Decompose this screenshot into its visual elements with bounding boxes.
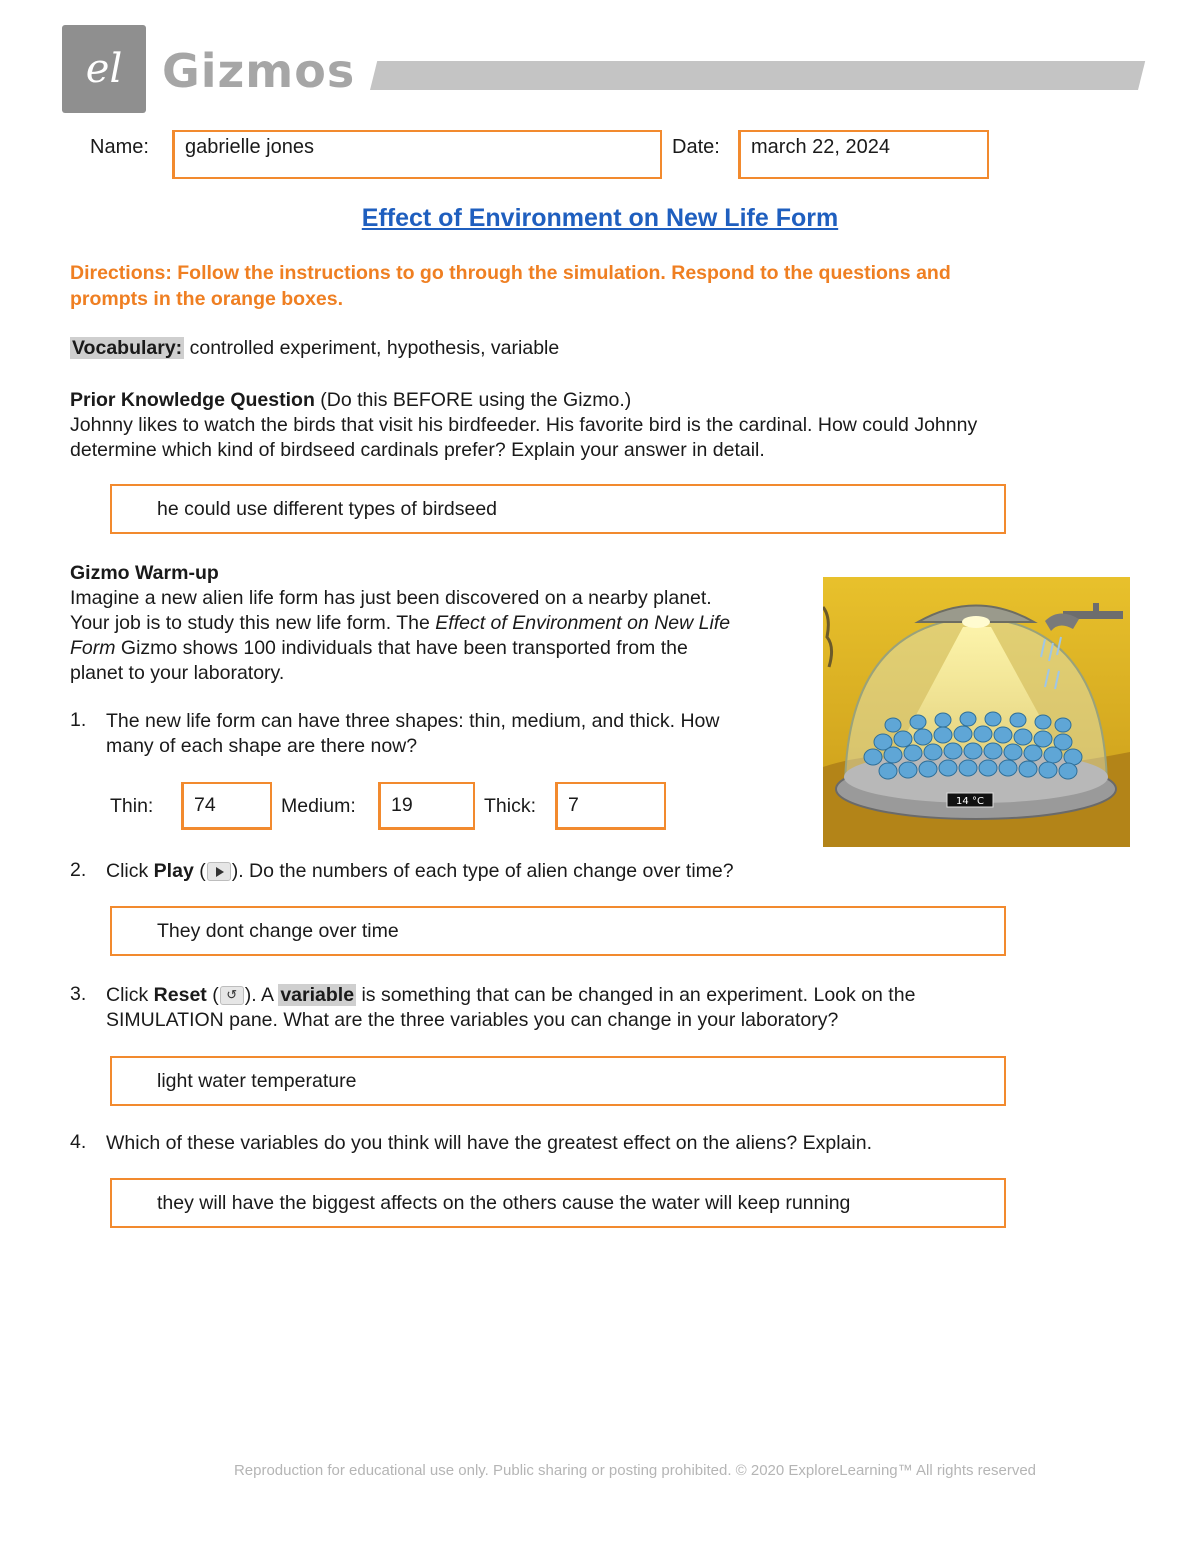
gizmo-name-italic-1: Effect of Environment on New Life: [435, 612, 731, 634]
warmup-line-3: Gizmo shows 100 individuals that have been transported from the: [115, 637, 688, 659]
warmup-heading: Gizmo Warm-up: [70, 562, 219, 584]
thick-count-field[interactable]: 7: [555, 782, 666, 830]
q1-number: 1.: [70, 709, 87, 731]
q3-number: 3.: [70, 983, 87, 1005]
reset-label: Reset: [153, 984, 207, 1006]
vocabulary: [70, 336, 559, 361]
q2-mid: (: [193, 860, 206, 882]
prior-knowledge-question: [70, 388, 1090, 463]
warmup-line-1: Imagine a new alien life form has just been discovered on a nearby planet.: [70, 587, 712, 609]
directions-line-2: prompts in the orange boxes.: [70, 288, 344, 310]
date-field[interactable]: march 22, 2024: [738, 130, 989, 179]
date-label: Date:: [672, 136, 720, 158]
gizmos-brand: Gizmos: [162, 44, 356, 98]
q3-line-2: SIMULATION pane. What are the three variables you can change in your laboratory?: [106, 1009, 839, 1031]
q1-text: [106, 709, 806, 759]
warmup-line-4: planet to your laboratory.: [70, 662, 285, 684]
q4-answer[interactable]: they will have the biggest affects on the others cause the water will keep running: [110, 1178, 1006, 1228]
q2-answer[interactable]: They dont change over time: [110, 906, 1006, 956]
simulation-image: [823, 577, 1130, 847]
prior-knowledge-line-2: determine which kind of birdseed cardinals prefer? Explain your answer in detail.: [70, 439, 765, 461]
thin-count-field[interactable]: 74: [181, 782, 272, 830]
play-icon: [207, 862, 231, 881]
q3-post-2: is something that can be changed in an experiment. Look on the: [356, 984, 916, 1006]
medium-count-field[interactable]: 19: [378, 782, 475, 830]
page-title: Effect of Environment on New Life Form: [361, 204, 839, 232]
q3-pre: Click: [106, 984, 154, 1006]
q2-pre: Click: [106, 860, 154, 882]
temperature-display: 14 °C: [956, 796, 984, 807]
vocabulary-terms: controlled experiment, hypothesis, variable: [184, 337, 560, 359]
q2-post: ). Do the numbers of each type of alien change over time?: [231, 860, 734, 882]
directions: [70, 260, 1080, 312]
name-label: Name:: [90, 136, 149, 158]
thick-label: Thick:: [484, 795, 537, 817]
q3-answer[interactable]: light water temperature: [110, 1056, 1006, 1106]
directions-line-1: Directions: Follow the instructions to go through the simulation. Respond to the questions and: [70, 262, 951, 284]
q3-text: [106, 983, 1026, 1033]
gizmo-name-italic-2: Form: [70, 637, 116, 659]
prior-knowledge-line-1: Johnny likes to watch the birds that visit his birdfeeder. His favorite bird is the cardinal. How could Johnny: [70, 414, 978, 436]
play-label: Play: [153, 860, 194, 882]
variable-term: variable: [280, 984, 355, 1006]
q1-line-2: many of each shape are there now?: [106, 735, 418, 757]
q1-line-1: The new life form can have three shapes: thin, medium, and thick. How: [106, 710, 720, 732]
name-field[interactable]: gabrielle jones: [172, 130, 662, 179]
vocabulary-label: Vocabulary:: [72, 337, 183, 359]
thin-label: Thin:: [110, 795, 154, 817]
prior-knowledge-answer[interactable]: he could use different types of birdseed: [110, 484, 1006, 534]
medium-label: Medium:: [281, 795, 356, 817]
reset-icon: ↺: [220, 986, 244, 1005]
header-bar: [370, 61, 1145, 90]
q3-post-1: ). A: [244, 984, 279, 1006]
warmup-line-2: Your job is to study this new life form. The: [70, 612, 436, 634]
q3-mid: (: [206, 984, 219, 1006]
prior-knowledge-heading: Prior Knowledge Question: [70, 389, 315, 411]
explorelearning-logo: el: [62, 25, 146, 113]
q2-number: 2.: [70, 859, 87, 881]
prior-knowledge-note: (Do this BEFORE using the Gizmo.): [314, 389, 632, 411]
footer-copyright: Reproduction for educational use only. Public sharing or posting prohibited. © 2020 ExploreLearning™ All rights reserved: [233, 1462, 1037, 1479]
q4-text: Which of these variables do you think will have the greatest effect on the aliens? Explain.: [106, 1132, 873, 1154]
q4-number: 4.: [70, 1131, 87, 1153]
q2-text: [106, 859, 1006, 884]
warmup-section: [70, 561, 815, 686]
